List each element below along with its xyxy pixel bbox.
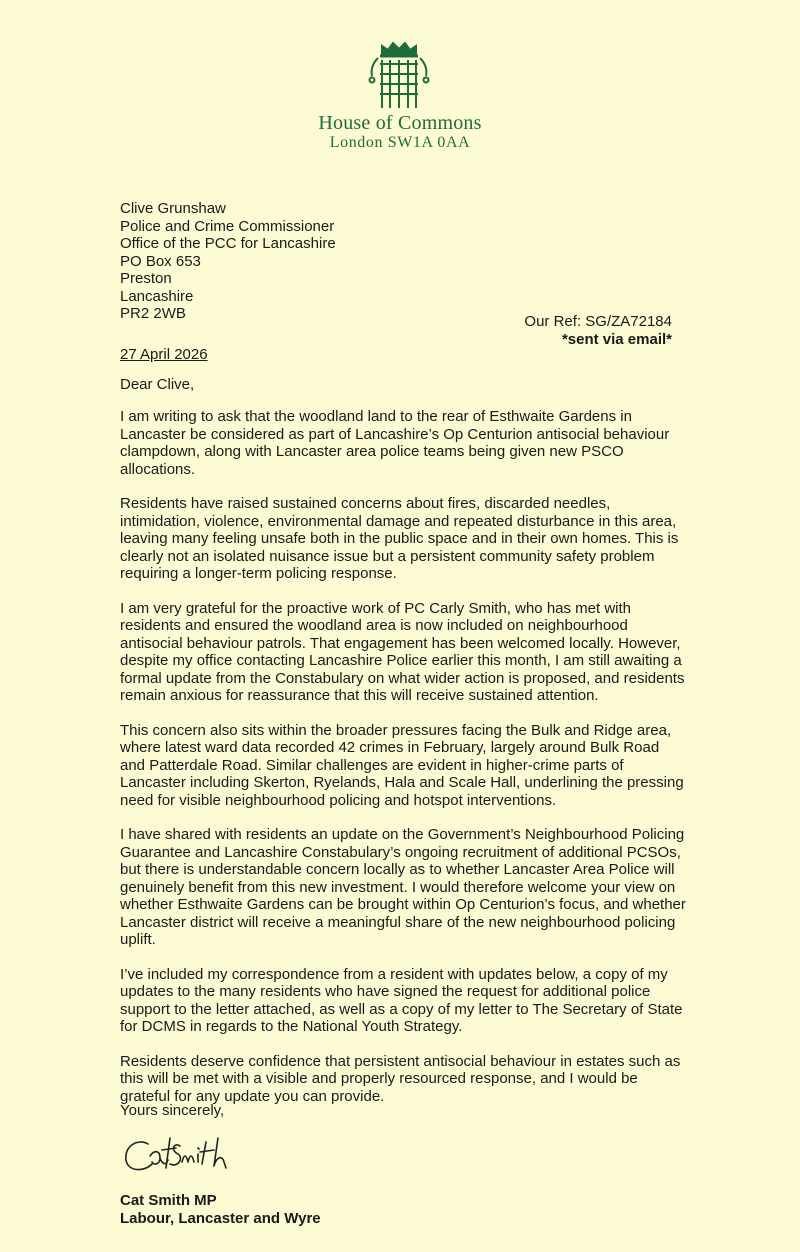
body-paragraph: I have shared with residents an update on the Government’s Neighbourhood Policing Guarantee and Lancashire Constabulary’s ongoing recruitment of additional PCSOs, but there is understandable concern locally as to whether Lancaster Area Police will genuinely benefit from this new investment. I would therefore welcome your view on whether Esthwaite Gardens can be brought within Op Centurion’s focus, and whether Lancaster district will receive a meaningful share of the new neighbourhood policing uplift. (120, 826, 686, 948)
recipient-line: PR2 2WB (120, 305, 186, 322)
salutation: Dear Clive, (120, 376, 195, 393)
reference-block (400, 313, 672, 348)
recipient-line: Lancashire (120, 287, 194, 305)
body-paragraph: I am writing to ask that the woodland land to the rear of Esthwaite Gardens in Lancaster be considered as part of Lancashire’s Op Centurion antisocial behaviour clampdown, along with Lancaster area police teams being given new PSCO allocations. (120, 408, 670, 478)
handwritten-signature-icon (120, 1128, 260, 1178)
signatory (120, 1192, 321, 1227)
signatory-title: Labour, Lancaster and Wyre (120, 1209, 321, 1227)
signatory-name: Cat Smith MP (120, 1192, 217, 1209)
letterhead-name: House of Commons (318, 112, 482, 134)
body-paragraph: This concern also sits within the broader pressures facing the Bulk and Ridge area, where latest ward data recorded 42 crimes in February, largely around Bulk Road and Patterdale Road. Similar challenges are evident in higher-crime parts of Lancaster including Skerton, Ryelands, Hala and Scale Hall, underlining the pressing need for visible neighbourhood policing and hotspot interventions. (120, 721, 684, 809)
letterhead-address: London SW1A 0AA (329, 134, 471, 151)
body-paragraph: I am very grateful for the proactive work of PC Carly Smith, who has met with residents and ensured the woodland area is now included on neighbourhood antisocial behaviour patrols. That engagement has been welcomed locally. However, despite my office contacting Lancashire Police earlier this month, I am still awaiting a formal update from the Constabulary on what wider action is proposed, and residents remain anxious for reassurance that this will receive sustained attention. (120, 599, 685, 704)
closing: Yours sincerely, (120, 1102, 225, 1119)
body-paragraph: Residents have raised sustained concerns about fires, discarded needles, intimidation, violence, environmental damage and repeated disturbance in this area, leaving many feeling unsafe both in the public space and in their own homes. This is clearly not an isolated nuisance issue but a persistent community safety problem requiring a longer-term policing response. (120, 495, 679, 582)
body-paragraph: Residents deserve confidence that persistent antisocial behaviour in estates such as this will be met with a visible and properly resourced response, and I would be grateful for any update you can provide. (120, 1052, 681, 1105)
our-reference: Our Ref: SG/ZA72184 (524, 313, 672, 330)
letter-body (120, 408, 688, 1122)
letter-date: 27 April 2026 (120, 346, 208, 363)
recipient-line: Clive Grunshaw (120, 200, 226, 217)
portcullis-crest-icon (368, 40, 430, 112)
recipient-line: PO Box 653 (120, 252, 201, 270)
sent-via-email: *sent via email* (561, 330, 672, 348)
recipient-line: Police and Crime Commissioner (120, 217, 335, 235)
recipient-line: Preston (120, 270, 172, 287)
recipient-address (120, 200, 688, 323)
recipient-line: Office of the PCC for Lancashire (120, 235, 336, 252)
body-paragraph: I’ve included my correspondence from a resident with updates below, a copy of my updates to the many residents who have signed the request for additional police support to the letter attached, as well as a copy of my letter to The Secretary of State for DCMS in regards to the National Youth Strategy. (120, 965, 683, 1035)
